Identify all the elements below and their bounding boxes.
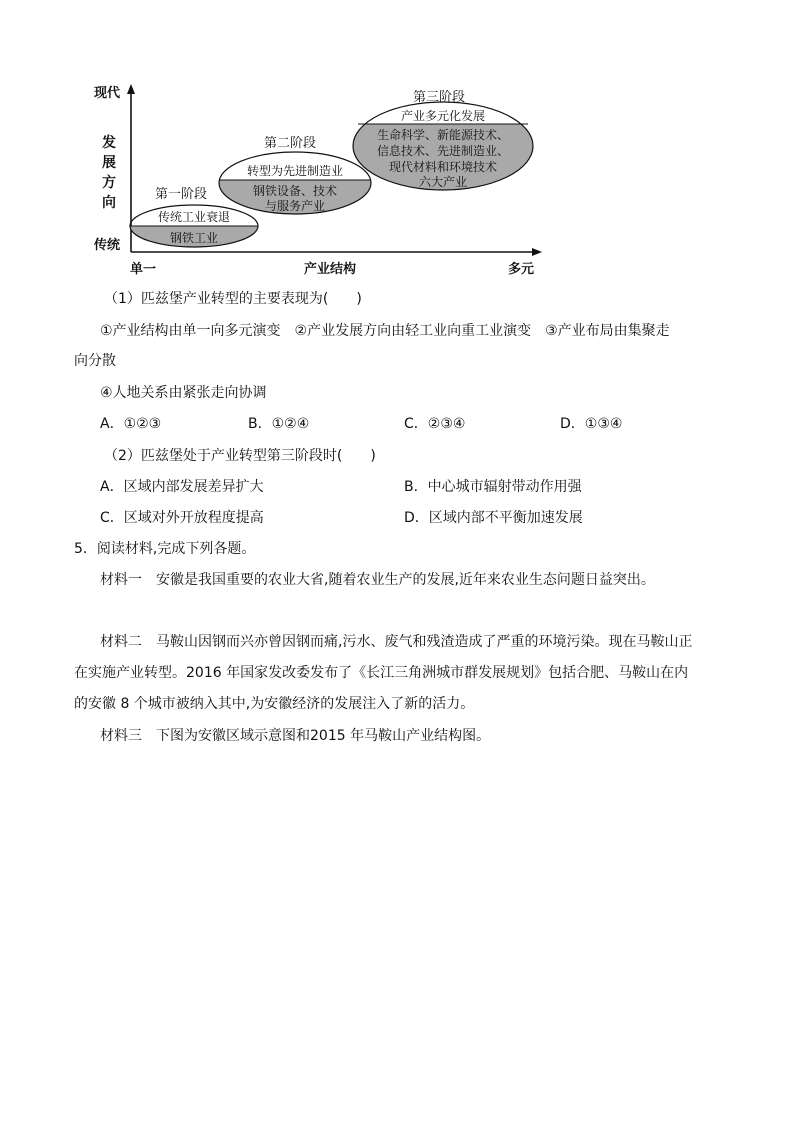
stage2-upper: 转型为先进制造业 [246,164,344,178]
stage1-title: 第一阶段 [155,187,208,202]
q5-material-2-line2: 在实施产业转型。2016 年国家发改委发布了《长江三角洲城市群发展规划》包括合肥、马鞍山在内 [74,665,689,681]
x-label-right: 多元 [508,262,535,277]
q1-statement-3: ④人地关系由紧张走向协调 [100,385,267,401]
q5-material-3: 材料三 下图为安徽区域示意图和2015 年马鞍山产业结构图。 [100,728,491,744]
q1-stem: （1）匹兹堡产业转型的主要表现为( ) [104,291,362,307]
y-axis-arrow [127,84,135,94]
y-label-mid-2: 展 [102,155,116,171]
x-axis-arrow [532,248,542,256]
q1-option-b[interactable]: B．①②④ [248,416,310,432]
stage-diagram [88,80,548,280]
y-label-mid-4: 向 [102,195,116,211]
stage3-lower-2: 信息技术、先进制造业、 [376,144,510,158]
y-label-mid-3: 方 [102,175,116,191]
y-label-top: 现代 [94,86,121,101]
q1-option-d[interactable]: D．①③④ [560,416,623,432]
stage2-lower-1: 钢铁设备、技术 [252,184,338,198]
q2-option-a[interactable]: A．区域内部发展差异扩大 [100,479,264,495]
q5-material-1: 材料一 安徽是我国重要的农业大省,随着农业生产的发展,近年来农业生态问题日益突出。 [100,572,655,588]
q2-option-b[interactable]: B．中心城市辐射带动作用强 [404,479,582,495]
stage3-lower-3: 现代材料和环境技术 [388,160,498,174]
stage2-title: 第二阶段 [264,136,317,151]
stage2-lower-2: 与服务产业 [264,199,326,213]
q2-option-c[interactable]: C．区域对外开放程度提高 [100,510,264,526]
q5-heading: 5．阅读材料,完成下列各题。 [74,541,256,557]
y-label-mid-1: 发 [102,135,116,151]
stage1-upper: 传统工业衰退 [157,210,231,224]
q1-statement-1: ①产业结构由单一向多元演变 ②产业发展方向由轻工业向重工业演变 ③产业布局由集聚走 [100,323,670,339]
q1-option-a[interactable]: A．①②③ [100,416,162,432]
q5-material-2-line3: 的安徽 8 个城市被纳入其中,为安徽经济的发展注入了新的活力。 [74,696,475,712]
q1-statement-2: 向分散 [74,353,116,369]
stage3-title: 第三阶段 [413,90,466,105]
q2-stem: （2）匹兹堡处于产业转型第三阶段时( ) [104,448,376,464]
stage3-lower-4: 六大产业 [418,175,468,189]
q2-option-d[interactable]: D．区域内部不平衡加速发展 [404,510,583,526]
stage3-lower-1: 生命科学、新能源技术、 [376,128,510,142]
x-label-left: 单一 [130,262,157,277]
stage1-lower: 钢铁工业 [169,231,219,245]
q1-option-c[interactable]: C．②③④ [404,416,466,432]
y-label-bottom: 传统 [94,238,121,253]
q5-material-2-line1: 材料二 马鞍山因钢而兴亦曾因钢而痛,污水、废气和残渣造成了严重的环境污染。现在马鞍山正 [100,634,693,650]
x-label-mid: 产业结构 [304,262,357,277]
stage3-upper: 产业多元化发展 [400,109,486,123]
